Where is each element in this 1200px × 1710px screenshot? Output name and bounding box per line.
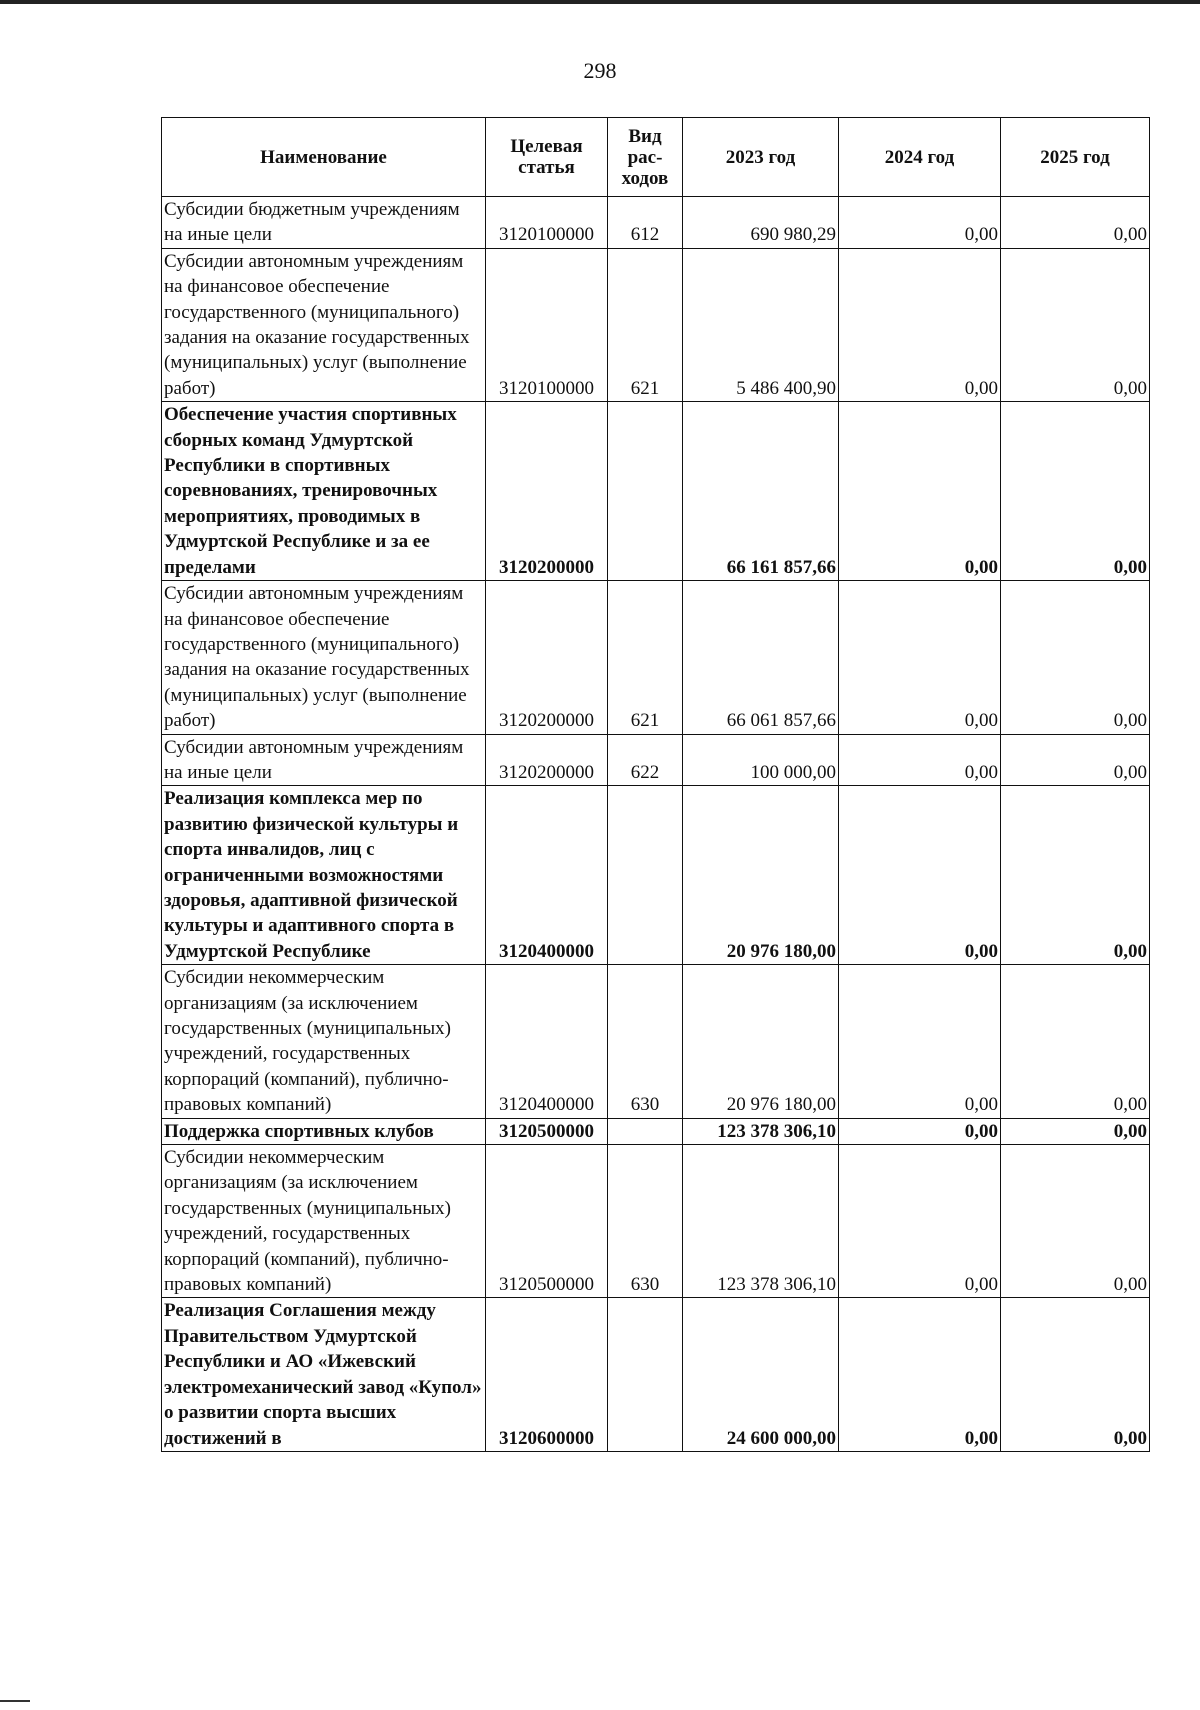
cell-year-2024: 0,00 [839,734,1001,786]
cell-name: Субсидии некоммерческим организациям (за исключением государственных (муниципальных) учреждений, государственных корпораций (компаний), публично-правовых компаний) [162,1145,486,1298]
cell-year-2025: 0,00 [1001,734,1150,786]
cell-name: Субсидии некоммерческим организациям (за исключением государственных (муниципальных) учреждений, государственных корпораций (компаний), публично-правовых компаний) [162,965,486,1118]
cell-year-2025: 0,00 [1001,581,1150,734]
table-row [162,1298,1150,1451]
cell-year-2023: 5 486 400,90 [683,248,839,401]
cell-year-2024: 0,00 [839,248,1001,401]
cell-year-2024: 0,00 [839,786,1001,965]
table-row [162,402,1150,581]
header-kind: Вид рас-ходов [608,118,683,197]
cell-year-2023: 66 061 857,66 [683,581,839,734]
cell-code: 3120400000 [486,965,608,1118]
cell-name: Субсидии автономным учреждениям на финансовое обеспечение государственного (муниципального) задания на оказание государственных (муниципальных) услуг (выполнение работ) [162,248,486,401]
cell-year-2025: 0,00 [1001,1118,1150,1144]
cell-kind [608,786,683,965]
cell-year-2025: 0,00 [1001,1145,1150,1298]
header-2024: 2024 год [839,118,1001,197]
cell-kind [608,1118,683,1144]
cell-code: 3120200000 [486,581,608,734]
cell-code: 3120200000 [486,734,608,786]
cell-code: 3120100000 [486,248,608,401]
cell-name: Реализация комплекса мер по развитию физической культуры и спорта инвалидов, лиц с ограниченными возможностями здоровья, адаптивной физической культуры и адаптивного спорта в Удмуртской Республике [162,786,486,965]
cell-year-2025: 0,00 [1001,197,1150,249]
cell-name: Субсидии автономным учреждениям на иные цели [162,734,486,786]
cell-code: 3120500000 [486,1145,608,1298]
cell-kind: 621 [608,248,683,401]
scan-mark [0,1700,30,1702]
cell-kind [608,1298,683,1451]
cell-name: Реализация Соглашения между Правительством Удмуртской Республики и АО «Ижевский электромеханический завод «Купол» о развитии спорта высших достижений в [162,1298,486,1451]
cell-year-2024: 0,00 [839,402,1001,581]
table-row [162,786,1150,965]
cell-kind: 612 [608,197,683,249]
cell-year-2023: 690 980,29 [683,197,839,249]
cell-name: Субсидии автономным учреждениям на финансовое обеспечение государственного (муниципального) задания на оказание государственных (муниципальных) услуг (выполнение работ) [162,581,486,734]
table-row [162,965,1150,1118]
scan-border-top [0,0,1200,4]
cell-code: 3120600000 [486,1298,608,1451]
table-row [162,581,1150,734]
cell-name: Субсидии бюджетным учреждениям на иные цели [162,197,486,249]
cell-kind: 621 [608,581,683,734]
cell-year-2024: 0,00 [839,1145,1001,1298]
cell-name: Обеспечение участия спортивных сборных команд Удмуртской Республики в спортивных соревнованиях, тренировочных мероприятиях, проводимых в Удмуртской Республике и за ее пределами [162,402,486,581]
cell-year-2024: 0,00 [839,965,1001,1118]
cell-kind: 630 [608,965,683,1118]
cell-year-2023: 66 161 857,66 [683,402,839,581]
table-row [162,734,1150,786]
cell-year-2025: 0,00 [1001,402,1150,581]
cell-year-2023: 100 000,00 [683,734,839,786]
table-row [162,197,1150,249]
cell-year-2024: 0,00 [839,197,1001,249]
cell-code: 3120400000 [486,786,608,965]
cell-year-2023: 24 600 000,00 [683,1298,839,1451]
page-number: 298 [583,58,617,83]
table-row [162,1145,1150,1298]
header-code: Целевая статья [486,118,608,197]
table-row [162,1118,1150,1144]
table-row [162,248,1150,401]
cell-year-2024: 0,00 [839,1118,1001,1144]
cell-year-2025: 0,00 [1001,965,1150,1118]
cell-code: 3120500000 [486,1118,608,1144]
cell-year-2025: 0,00 [1001,248,1150,401]
header-2025: 2025 год [1001,118,1150,197]
cell-year-2023: 20 976 180,00 [683,965,839,1118]
cell-name: Поддержка спортивных клубов [162,1118,486,1144]
cell-code: 3120100000 [486,197,608,249]
cell-kind: 630 [608,1145,683,1298]
cell-year-2025: 0,00 [1001,786,1150,965]
budget-table [161,117,1150,1452]
header-2023: 2023 год [683,118,839,197]
cell-year-2023: 20 976 180,00 [683,786,839,965]
cell-year-2024: 0,00 [839,1298,1001,1451]
cell-kind [608,402,683,581]
cell-code: 3120200000 [486,402,608,581]
cell-year-2023: 123 378 306,10 [683,1118,839,1144]
cell-year-2024: 0,00 [839,581,1001,734]
header-name: Наименование [162,118,486,197]
cell-kind: 622 [608,734,683,786]
cell-year-2025: 0,00 [1001,1298,1150,1451]
table-header-row [162,118,1150,197]
cell-year-2023: 123 378 306,10 [683,1145,839,1298]
